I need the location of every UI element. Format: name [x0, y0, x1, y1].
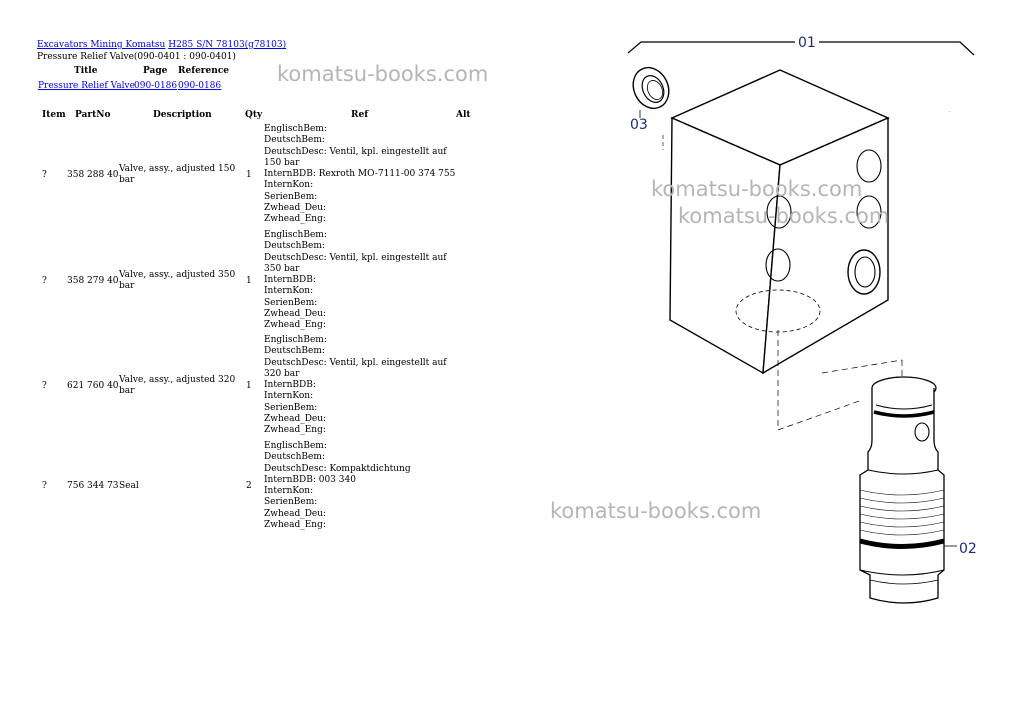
row-ref: EnglischBem: DeutschBem: DeutschDesc: Ventil, kpl. eingestellt auf 350 bar InternBDB: InternKon: SerienBem: Zwhead_Deu: Zwhead_Eng:: [264, 230, 447, 331]
col-header-alt: Alt: [456, 110, 471, 120]
col-header-description: Description: [153, 110, 212, 120]
row-qty: 2: [246, 481, 252, 491]
valve-block: [670, 70, 888, 373]
index-link-page[interactable]: 090-0186: [134, 81, 178, 91]
col-header-ref: Ref: [351, 110, 369, 120]
callout-03: 03: [630, 117, 648, 133]
index-header-page: Page: [143, 66, 168, 76]
row-description: Valve, assy., adjusted 350 bar: [119, 270, 236, 292]
row-description: Valve, assy., adjusted 150 bar: [119, 164, 236, 186]
row-qty: 1: [246, 170, 252, 180]
svg-text:.: .: [948, 105, 951, 114]
row-ref: EnglischBem: DeutschBem: DeutschDesc: Ventil, kpl. eingestellt auf 150 bar InternBDB: Rexroth MO-7111-00 374 755 InternKon: SerienBem: Zwhead_Deu: Zwhead_Eng:: [264, 124, 456, 225]
callout-01: 01: [798, 35, 816, 51]
row-partno: 358 288 40: [67, 170, 119, 180]
callout-02: 02: [959, 541, 977, 557]
row-partno: 621 760 40: [67, 381, 119, 391]
row-description: Valve, assy., adjusted 320 bar: [119, 375, 236, 397]
row-item: ?: [42, 481, 47, 491]
row-qty: 1: [246, 276, 252, 286]
breadcrumb: [37, 40, 286, 51]
row-description: Seal: [119, 481, 139, 491]
row-qty: 1: [246, 381, 252, 391]
breadcrumb-link-category[interactable]: Excavators Mining Komatsu: [37, 40, 166, 50]
parts-diagram: [600, 25, 1000, 615]
row-item: ?: [42, 276, 47, 286]
row-item: ?: [42, 381, 47, 391]
index-header-reference: Reference: [178, 66, 230, 76]
index-link-title[interactable]: Pressure Relief Valve: [38, 81, 135, 91]
col-header-item: Item: [42, 110, 66, 120]
row-item: ?: [42, 170, 47, 180]
index-link-reference[interactable]: 090-0186: [178, 81, 222, 91]
row-partno: 756 344 73: [67, 481, 119, 491]
seal-ring: [627, 62, 676, 150]
watermark-text: komatsu-books.com: [651, 177, 863, 201]
page-subtitle: Pressure Relief Valve(090-0401 : 090-0401): [37, 52, 236, 62]
col-header-qty: Qty: [245, 110, 263, 120]
col-header-partno: PartNo: [75, 110, 111, 120]
watermark-text: komatsu-books.com: [678, 204, 890, 228]
index-header-title: Title: [74, 66, 98, 76]
row-partno: 358 279 40: [67, 276, 119, 286]
watermark-text: komatsu-books.com: [277, 62, 489, 86]
watermark-text: komatsu-books.com: [550, 499, 762, 523]
cartridge-valve: [860, 377, 944, 603]
breadcrumb-link-model[interactable]: H285 S/N 78103(g78103): [168, 40, 287, 50]
row-ref: EnglischBem: DeutschBem: DeutschDesc: Kompaktdichtung InternBDB: 003 340 InternKon: SerienBem: Zwhead_Deu: Zwhead_Eng:: [264, 441, 411, 531]
row-ref: EnglischBem: DeutschBem: DeutschDesc: Ventil, kpl. eingestellt auf 320 bar InternBDB: InternKon: SerienBem: Zwhead_Deu: Zwhead_Eng:: [264, 335, 447, 436]
